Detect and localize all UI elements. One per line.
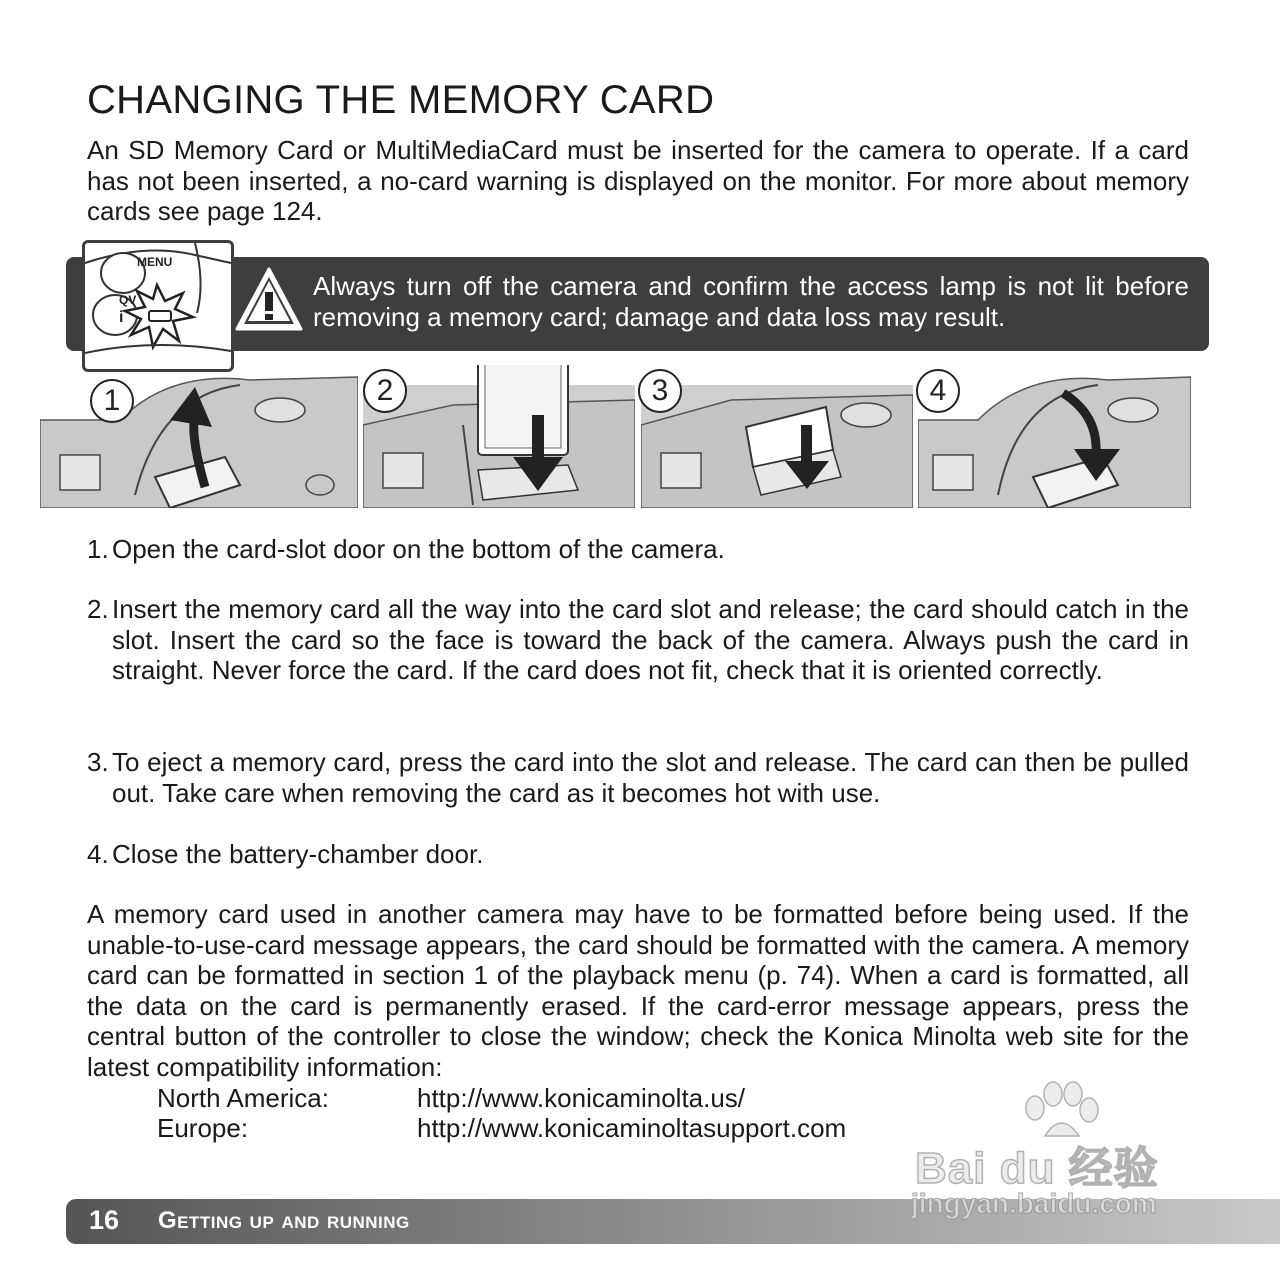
step-item-1: [87, 534, 1189, 565]
site-region: Europe:: [157, 1113, 249, 1143]
step-text: Close the battery-chamber door.: [112, 839, 484, 869]
access-lamp-inset: [82, 240, 234, 372]
warning-text: Always turn off the camera and confirm the access lamp is not lit before removing a memory card; damage and data loss may result.: [313, 271, 1189, 332]
step-item-4: [87, 839, 1189, 870]
intro-paragraph: An SD Memory Card or MultiMediaCard must be inserted for the camera to operate. If a card has not been inserted, a no-card warning is displayed on the monitor. For more about memory cards see page 124.: [87, 135, 1189, 226]
info-button-label: i: [119, 309, 124, 326]
step-number: 3.: [87, 747, 109, 777]
section-title: Getting up and running: [158, 1207, 410, 1234]
step-1-illustration: [40, 365, 358, 508]
step-item-2: [87, 594, 1189, 686]
watermark-url: jingyan.baidu.com: [911, 1188, 1157, 1219]
site-url: http://www.konicaminoltasupport.com: [417, 1113, 847, 1143]
page-number: 16: [89, 1205, 120, 1235]
step-number: 1.: [87, 534, 109, 564]
step-1-badge: 1: [90, 379, 134, 423]
watermark-logo-text: Bai du 经验: [915, 1144, 1159, 1193]
site-region: North America:: [157, 1083, 329, 1113]
warning-triangle-icon: [234, 266, 304, 332]
step-4-badge: 4: [916, 369, 960, 413]
page-title: CHANGING THE MEMORY CARD: [87, 78, 715, 122]
formatting-paragraph: A memory card used in another camera may have to be formatted before being used. If the unable-to-use-card message appears, the card should be formatted with the camera. A memory card can be formatted in section 1 of the playback menu (p. 74). When a card is formatted, all the data on the card is permanently erased. If the card-error message appears, press the central button of the controller to close the window; check the Konica Minolta web site for the latest compatibility information:: [87, 899, 1189, 1082]
step-number: 2.: [87, 594, 109, 624]
step-3-badge: 3: [638, 369, 682, 413]
step-text: Insert the memory card all the way into the card slot and release; the card should catch in the slot. Insert the card so the face is toward the back of the camera. Always push the card in straight. Never force the card. If the card does not fit, check that it is oriented correctly.: [112, 594, 1189, 685]
site-url: http://www.konicaminolta.us/: [417, 1083, 746, 1113]
step-item-3: [87, 747, 1189, 808]
paw-icon: [1015, 1080, 1105, 1140]
step-2-badge: 2: [363, 369, 407, 413]
step-number: 4.: [87, 839, 109, 869]
step-text: Open the card-slot door on the bottom of the camera.: [112, 534, 725, 564]
step-text: To eject a memory card, press the card into the slot and release. The card can then be pulled out. Take care when removing the card as it becomes hot with use.: [112, 747, 1189, 808]
menu-button-label: MENU: [137, 255, 173, 269]
baidu-watermark: [905, 1080, 1205, 1230]
qv-button-label: QV: [119, 293, 137, 307]
step-3-illustration: [641, 365, 913, 508]
